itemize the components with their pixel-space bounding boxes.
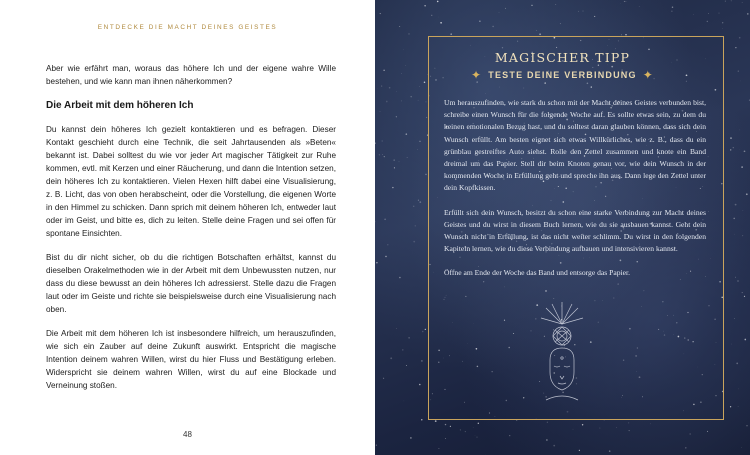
star [387,244,388,245]
star [582,424,583,425]
star [639,6,640,7]
star [437,1,439,3]
star [746,193,748,195]
star [492,26,493,27]
star [410,96,412,98]
star [396,328,397,329]
star [560,23,561,24]
star [731,0,732,1]
star [396,91,397,92]
star [375,221,376,222]
star [425,174,427,176]
star [383,378,384,379]
star [628,423,629,424]
body-paragraph-1: Du kannst dein höheres Ich gezielt kontaktieren und es befragen. Dieser Kontakt geschieht durch eine Technik, die seit Jahrtausenden als »Beten« bekannt ist. Dabei solltest du wie vor jeder Art magischer Tätigkeit zur Ruhe kommen, evtl. mit Kerzen und einer Räucherung, und dann die Intention setzen, dein höheres Ich zu kontaktieren. Vielen Hexen hilft dabei eine Visualisierung, z. B. Licht, das von oben herabscheint, oder die Vorstellung, die eigenen Worte in den Himmel zu schicken. Dann sprich mit deinem höheren Ich, entweder laut oder im Geist, und bitte es, dich zu leiten. Stelle deine Fragen und sei offen für spontane Einsichten. [46,125,336,238]
tip-paragraph-1: Um herauszufinden, wie stark du schon mit der Macht deines Geistes verbunden bist, schreibe einen Wunsch für die folgende Woche auf. Es sollte etwas sein, zu dem du keinen emotionalen Bezug hast, und du solltest daran glauben können, dass sich dein Wunsch erfüllt. Am besten eignet sich etwas Willkürliches, wie z. B., dass du ein grünblau gestreiftes Auto siehst. Rolle den Zettel zusammen und knote ein Band dreimal um das Papier. Stell dir beim Knoten genau vor, wie dein Wunsch in der kommenden Woche in Erfüllung geht und spreche ihn aus. Dann lege den Zettel unter dein Kopfkissen. [444,98,706,193]
body-paragraph-3: Die Arbeit mit dem höheren Ich ist insbesondere hilfreich, um herauszufinden, wie sich ein Zauber auf deine Zukunft auswirkt. Entspricht die magische Intention deinem wahren Willen, wirst du hier Fluss und Bestätigung erleben. Widerspricht sie deinem wahren Willen, wirst du auf eine Blockade und Verneinung stoßen. [46,329,336,390]
star [386,101,388,103]
star [404,401,405,402]
star [733,218,735,220]
star [413,241,415,243]
star [742,292,743,293]
star [418,200,419,201]
star [394,160,395,161]
star [425,101,426,102]
star [600,428,601,429]
star [735,47,736,48]
star [707,431,708,432]
page-number: 48 [183,430,192,439]
star [421,419,422,420]
star [707,21,708,22]
star [505,8,506,9]
star [609,450,611,452]
tip-title: MAGISCHER TIPP [494,50,631,65]
star [741,447,742,448]
star [553,445,555,447]
star [401,101,402,102]
star [578,11,579,12]
star [419,384,421,386]
star [410,437,412,439]
star [419,201,421,203]
star [435,420,437,422]
star [733,147,734,148]
star [382,154,383,155]
star [742,235,743,236]
star [421,360,423,362]
star [730,149,731,150]
star [719,13,720,14]
star [384,219,386,221]
star [408,33,410,35]
star [626,1,627,2]
star [476,437,477,438]
star [415,225,416,226]
star [438,17,439,18]
star [730,137,732,139]
star [744,339,746,341]
star [420,141,421,142]
star [418,100,419,101]
star [742,2,743,3]
star [413,206,414,207]
star [739,37,741,39]
tip-paragraph-3: Öffne am Ende der Woche das Band und entsorge das Papier. [444,268,631,278]
star [406,365,407,366]
section-heading: Die Arbeit mit dem höheren Ich [46,100,194,111]
star [375,143,376,144]
left-body-text [46,62,336,403]
star [734,318,735,319]
star [629,430,630,431]
star [380,111,381,112]
star [725,1,726,2]
star [735,277,736,278]
star [460,429,461,430]
meditating-face-crown-chakra-icon [538,300,586,410]
star [405,65,406,66]
star [579,450,580,451]
star [546,439,548,441]
star [381,86,382,87]
star [744,296,745,297]
star [736,363,738,365]
star [594,16,595,17]
star [616,427,617,428]
star [450,33,452,35]
star [450,426,451,427]
star [685,447,686,448]
sparkle-left-icon: ✦ [471,68,483,82]
star [738,406,739,407]
star [747,13,749,15]
star [708,13,709,14]
star [555,4,556,5]
star [741,166,742,167]
star [722,22,723,23]
star [536,30,537,31]
star [737,280,738,281]
star [424,5,425,6]
star [399,277,401,279]
star [479,20,480,21]
star [547,422,548,423]
star [624,1,625,2]
tip-body [444,97,706,292]
star [731,344,732,345]
tip-subtitle-row [375,68,750,82]
star [735,204,737,206]
star [399,26,400,27]
star [465,431,466,432]
intro-paragraph: Aber wie erfährt man, woraus das höhere Ich und der eigene wahre Wille bestehen, und wie kann man ihnen näherkommen? [46,64,336,86]
star [746,425,747,426]
star [380,13,381,14]
star [392,187,393,188]
star [438,448,439,449]
star [730,406,731,407]
star [384,156,385,157]
tip-subtitle: TESTE DEINE VERBINDUNG [488,70,637,80]
star [671,11,672,12]
star [407,157,408,158]
star [382,140,383,141]
tip-paragraph-2: Erfüllt sich dein Wunsch, besitzt du schon eine starke Verbindung zur Macht deines Geistes und du wirst in diesem Buch lernen, wie du sie ausbauen kannst. Geht dein Wunsch nicht in Erfüllung, ist das nicht weiter schlimm. Du wirst in den folgenden Kapiteln lernen, wie du diese Verbindung aufbauen und intensivieren kannst. [444,207,706,254]
star [394,167,395,168]
star [425,329,426,330]
star [385,256,386,257]
star [389,87,391,89]
right-page [375,0,750,455]
star [396,116,397,117]
star [440,22,442,24]
sparkle-right-icon: ✦ [642,68,654,82]
star [478,423,479,424]
star [408,337,409,338]
star [376,262,377,263]
star [690,434,691,435]
star [672,6,673,7]
star [473,427,474,428]
star [431,15,432,16]
star [509,435,510,436]
star [531,5,532,6]
star [539,33,541,35]
star [419,86,420,87]
star [422,331,424,333]
body-paragraph-2: Bist du dir nicht sicher, ob du die richtigen Botschaften erhältst, kannst du dieselben Orakelmethoden wie in der Arbeit mit dem Unbewussten nutzen, nur dass du diese bewusst an dein höheres Ich adressierst. Stelle dazu die Fragen laut oder im Geiste und richte sie beispielsweise durch eine Visualisierung nach oben. [46,253,336,314]
star [445,438,446,439]
star [417,149,418,150]
star [744,150,746,152]
star [390,357,392,359]
star [445,424,446,425]
star [583,11,584,12]
star [399,161,400,162]
star [376,445,377,446]
star [739,130,740,131]
star [402,349,403,350]
running-head: ENTDECKE DIE MACHT DEINES GEISTES [97,24,278,31]
star [379,154,380,155]
star [573,429,574,430]
star [406,133,408,135]
